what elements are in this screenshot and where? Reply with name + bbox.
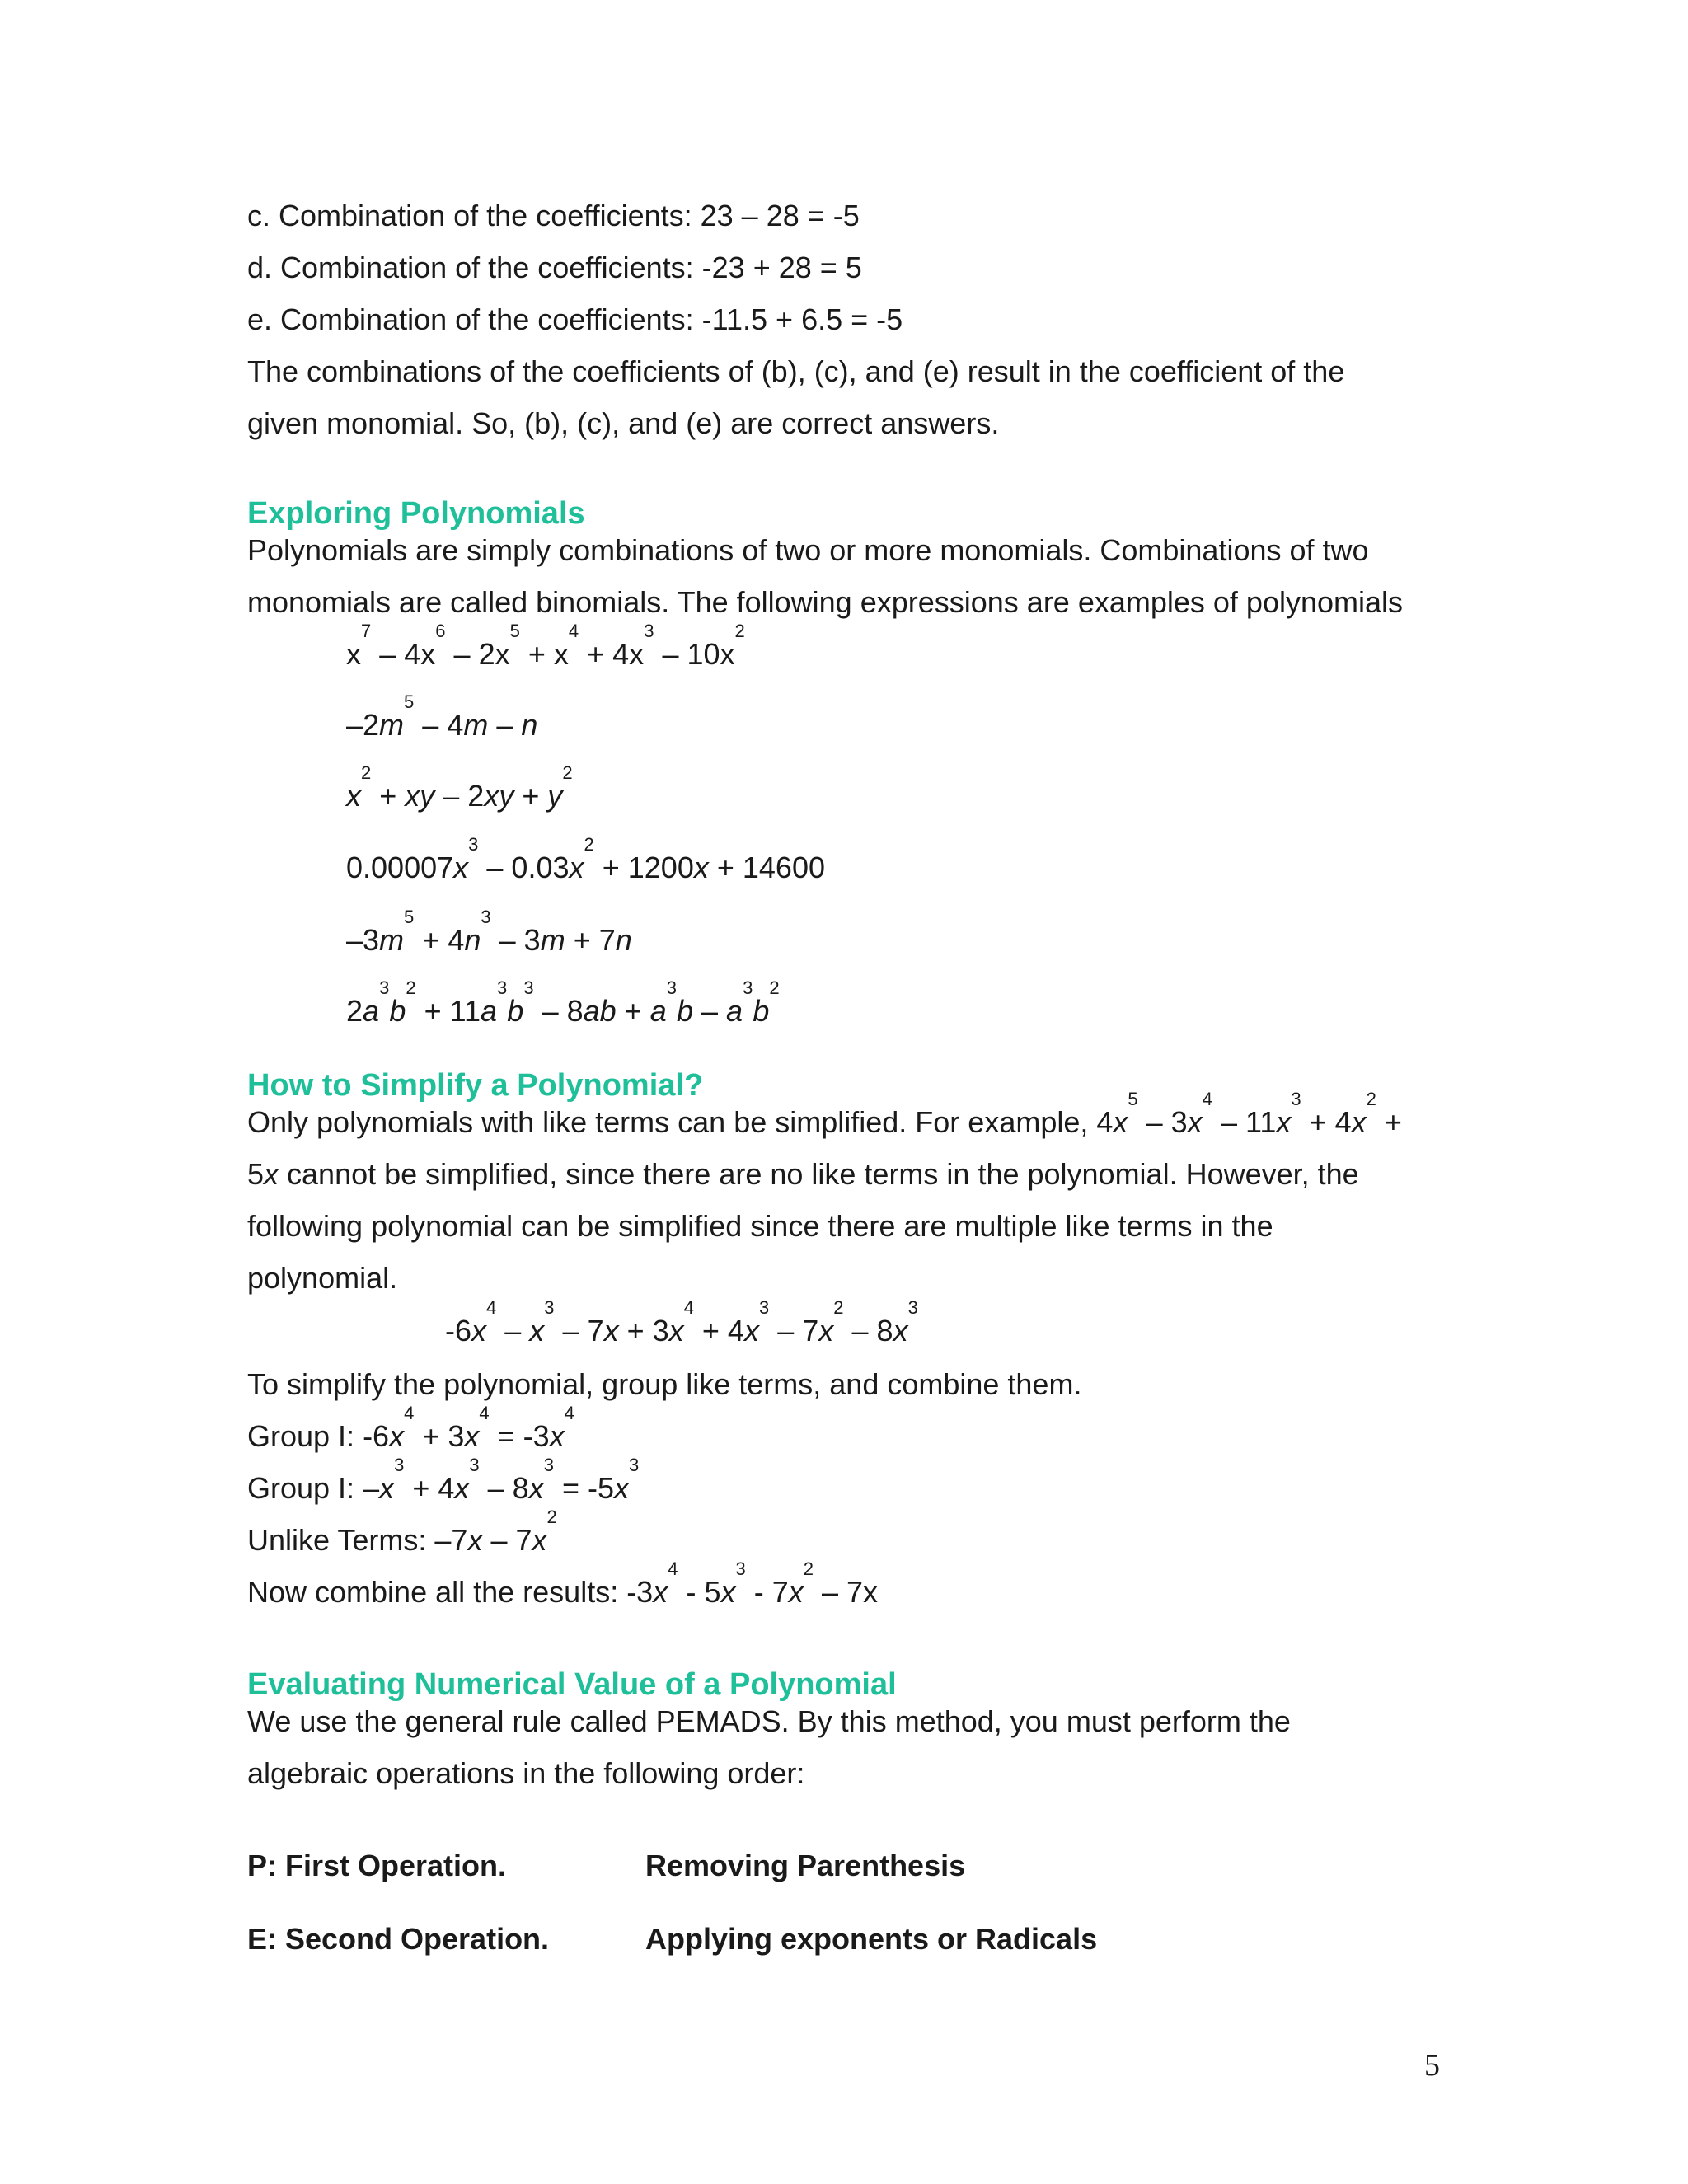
polynomial-example-1: $x^7 - 4x^6 - 2x^5 + x^4 + 4x^3 - 10x^2$ [346,621,745,671]
operation-label-e: E: Second Operation. [247,1922,550,1956]
heading-exploring-polynomials: Exploring Polynomials [247,496,585,531]
operation-label-p: P: First Operation. [247,1849,507,1882]
polynomial-example-3: $x^2$ + xy – $2xy + y^2$ [346,762,573,813]
operation-desc-e: Applying exponents or Radicals [645,1922,1098,1956]
combined-result-line: Now combine all the results: $-3x^4 - 5x^3 - 7x^2 - 7x$ [247,1558,879,1609]
exploring-paragraph-line-1: Polynomials are simply combinations of two or more monomials. Combinations of two [247,533,1369,567]
simplify-example-polynomial: $-6x^4 - x^3 - 7x + 3x^4 + 4x^3 - 7x^2 - 8x^3$ [445,1297,918,1347]
polynomial-example-4: $0.00007x^3 - 0.03x^2 + 1200x + 14600$ [346,834,825,884]
group-one-line: Group I: $-6x^4 + 3x^4 = -3x^4$ [247,1403,574,1453]
unlike-terms-line: Unlike Terms: $-7x - 7x^2$ [247,1507,557,1557]
polynomial-example-6: $2a^3b^2 + 11a^3b^3 - 8ab + a^3b - a^3b^2$ [346,977,780,1028]
polynomial-example-5: $-3m^5 + 4n^3 - 3m + 7n$ [346,907,632,957]
simplify-paragraph-line-2: 5x cannot be simplified, since there are no like terms in the polynomial. However, the [247,1157,1359,1191]
evaluating-paragraph-line-2: algebraic operations in the following order: [247,1756,805,1790]
exploring-paragraph-line-2: monomials are called binomials. The following expressions are examples of polynomials [247,585,1404,619]
heading-evaluating-polynomial: Evaluating Numerical Value of a Polynomial [247,1667,897,1702]
simplify-paragraph-line-1: Only polynomials with like terms can be simplified. For example, $4x^5 - 3x^4 - 11x^3 + 4x^2$ + [247,1089,1402,1139]
coefficient-line-c: c. Combination of the coefficients: 23 – 28 = -5 [247,199,860,232]
summary-line-1: The combinations of the coefficients of (b), (c), and (e) result in the coefficient of the [247,354,1345,388]
simplify-paragraph-line-3: following polynomial can be simplified since there are multiple like terms in the [247,1209,1273,1243]
summary-line-2: given monomial. So, (b), (c), and (e) are correct answers. [247,406,1000,440]
heading-simplify-polynomial: How to Simplify a Polynomial? [247,1068,704,1103]
group-two-line: Group I: $-x^3 + 4x^3 - 8x^3 = -5x^3$ [247,1455,640,1505]
evaluating-paragraph-line-1: We use the general rule called PEMADS. By this method, you must perform the [247,1704,1291,1738]
page-number: 5 [1424,2048,1440,2083]
polynomial-example-2: $-2m^5 - 4m$ – n [346,691,538,742]
coefficient-line-e: e. Combination of the coefficients: -11.5 + 6.5 = -5 [247,302,903,336]
coefficient-line-d: d. Combination of the coefficients: -23 + 28 = 5 [247,251,862,284]
simplify-paragraph-line-4: polynomial. [247,1261,398,1295]
operation-desc-p: Removing Parenthesis [645,1849,966,1882]
simplify-instruction: To simplify the polynomial, group like terms, and combine them. [247,1367,1082,1401]
